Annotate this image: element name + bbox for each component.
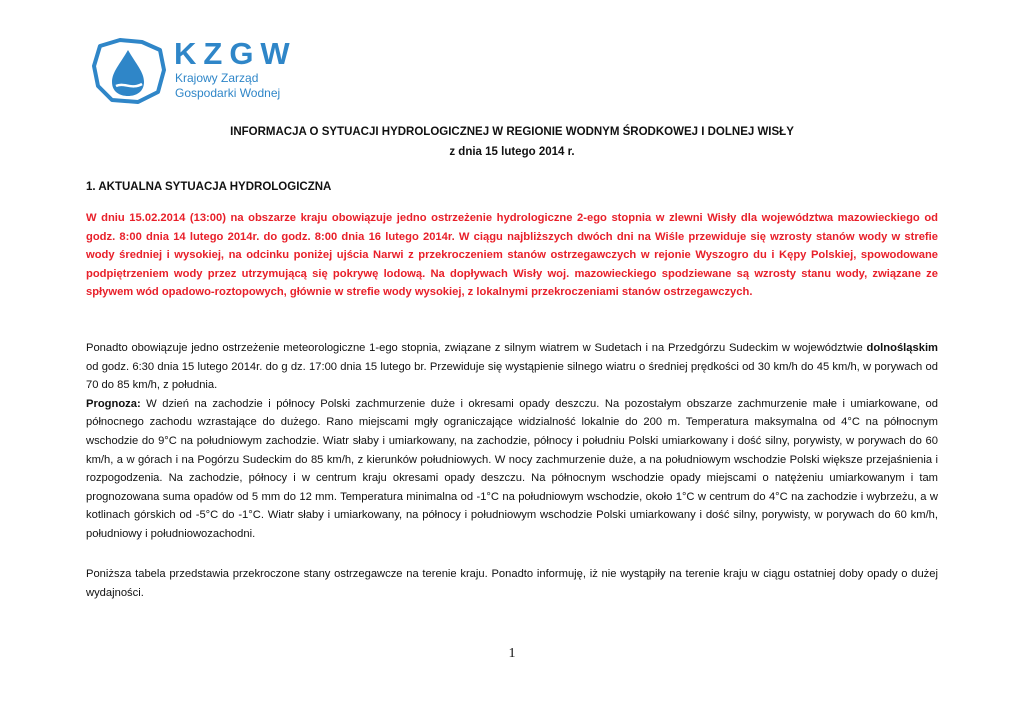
- document-title: INFORMACJA O SYTUACJI HYDROLOGICZNEJ W REGIONIE WODNYM ŚRODKOWEJ I DOLNEJ WISŁY: [230, 126, 794, 138]
- logo-wordmark: KZGW: [174, 36, 297, 71]
- logo-subtitle-line1: Krajowy Zarząd: [175, 71, 259, 85]
- meteorological-paragraph: [86, 339, 938, 544]
- poland-map-drop-icon: [90, 36, 170, 108]
- document-date: z dnia 15 lutego 2014 r.: [449, 146, 575, 158]
- hydrological-warning-paragraph: W dniu 15.02.2014 (13:00) na obszarze kraju obowiązuje jedno ostrzeżenie hydrologiczne 2-ego stopnia w zlewni Wisły dla województwa mazowieckiego od godz. 8:00 dnia 14 lutego 2014r. do godz. 8:00 dnia 16 lutego 2014r. W ciągu najbliższych dwóch dni na Wiśle przewiduje się wzrosty stanów wody w strefie wody średniej i wysokiej, na odcinku poniżej ujścia Narwi z przekroczeniem stanów ostrzegawczych w rejonie Wyszogro du i Kępy Polskiej, spowodowane podpiętrzeniem wody przez utrzymującą się pokrywę lodową. Na dopływach Wisły woj. mazowieckiego spodziewane są wzrosty stanu wody, związane ze spływem wód opadowo-roztopowych, głównie w strefie wody wysokiej, z lokalnymi przekroczeniami stanów ostrzegawczych.: [86, 212, 938, 299]
- meteo-region: dolnośląskim: [866, 342, 938, 354]
- closing-paragraph: Poniższa tabela przedstawia przekroczone stany ostrzegawcze na terenie kraju. Ponadto informuję, iż nie wystąpiły na terenie kraju w ciągu ostatniej doby opady o dużej wydajności.: [86, 568, 938, 599]
- meteo-text-end: od godz. 6:30 dnia 15 lutego 2014r. do g dz. 17:00 dnia 15 lutego br. Przewiduje się wystąpienie silnego wiatru o średniej prędkości od 30 km/h do 45 km/h, w porywach od 70 do 85 km/h, z południa.: [86, 360, 938, 392]
- meteo-text-start: Ponadto obowiązuje jedno ostrzeżenie meteorologiczne 1-ego stopnia, związane z silnym wiatrem w Sudetach i na Przedgórzu Sudeckim w województwie: [86, 342, 867, 354]
- forecast-label: Prognoza:: [86, 397, 141, 410]
- logo-subtitle-line2: Gospodarki Wodnej: [175, 86, 281, 100]
- forecast-text: W dzień na zachodzie i północy Polski zachmurzenie duże i okresami opady deszczu. Na pozostałym obszarze zachmurzenie małe i umiarkowane, od północnego zachodu wzrastające do dużego. Rano miejscami mgły ograniczające widzialność lokalnie do 200 m. Temperatura maksymalna od 4°C na północnym wschodzie do 9°C na południowym zachodzie. Wiatr słaby i umiarkowany, na zachodzie, północy i południu Polski umiarkowany i dość silny, porywisty, w porywach do 60 km/h, a w górach i na Pogórzu Sudeckim do 85 km/h, z kierunków południowych. W nocy zachmurzenie duże, a na południowym wschodzie Polski większe przejaśnienia i rozpogodzenia. Na zachodzie, północy i w centrum kraju okresami opady deszczu. Na północnym wschodzie opady miejscami o natężeniu umiarkowanym i tam prognozowana suma opadów od 5 mm do 12 mm. Temperatura minimalna od -1°C na południowym wschodzie, około 1°C w centrum do 4°C na zachodzie i wybrzeżu, a w kotlinach górskich od -5°C do -1°C. Wiatr słaby i umiarkowany, na północy i południowym wschodzie Polski umiarkowany i dość silny, porywisty, w porywach do 60 km/h, południowy i południowozachodni.: [86, 397, 938, 540]
- page-number: 1: [508, 646, 516, 661]
- kzgw-logo: [90, 36, 300, 108]
- section-heading: 1. AKTUALNA SYTUACJA HYDROLOGICZNA: [86, 181, 332, 193]
